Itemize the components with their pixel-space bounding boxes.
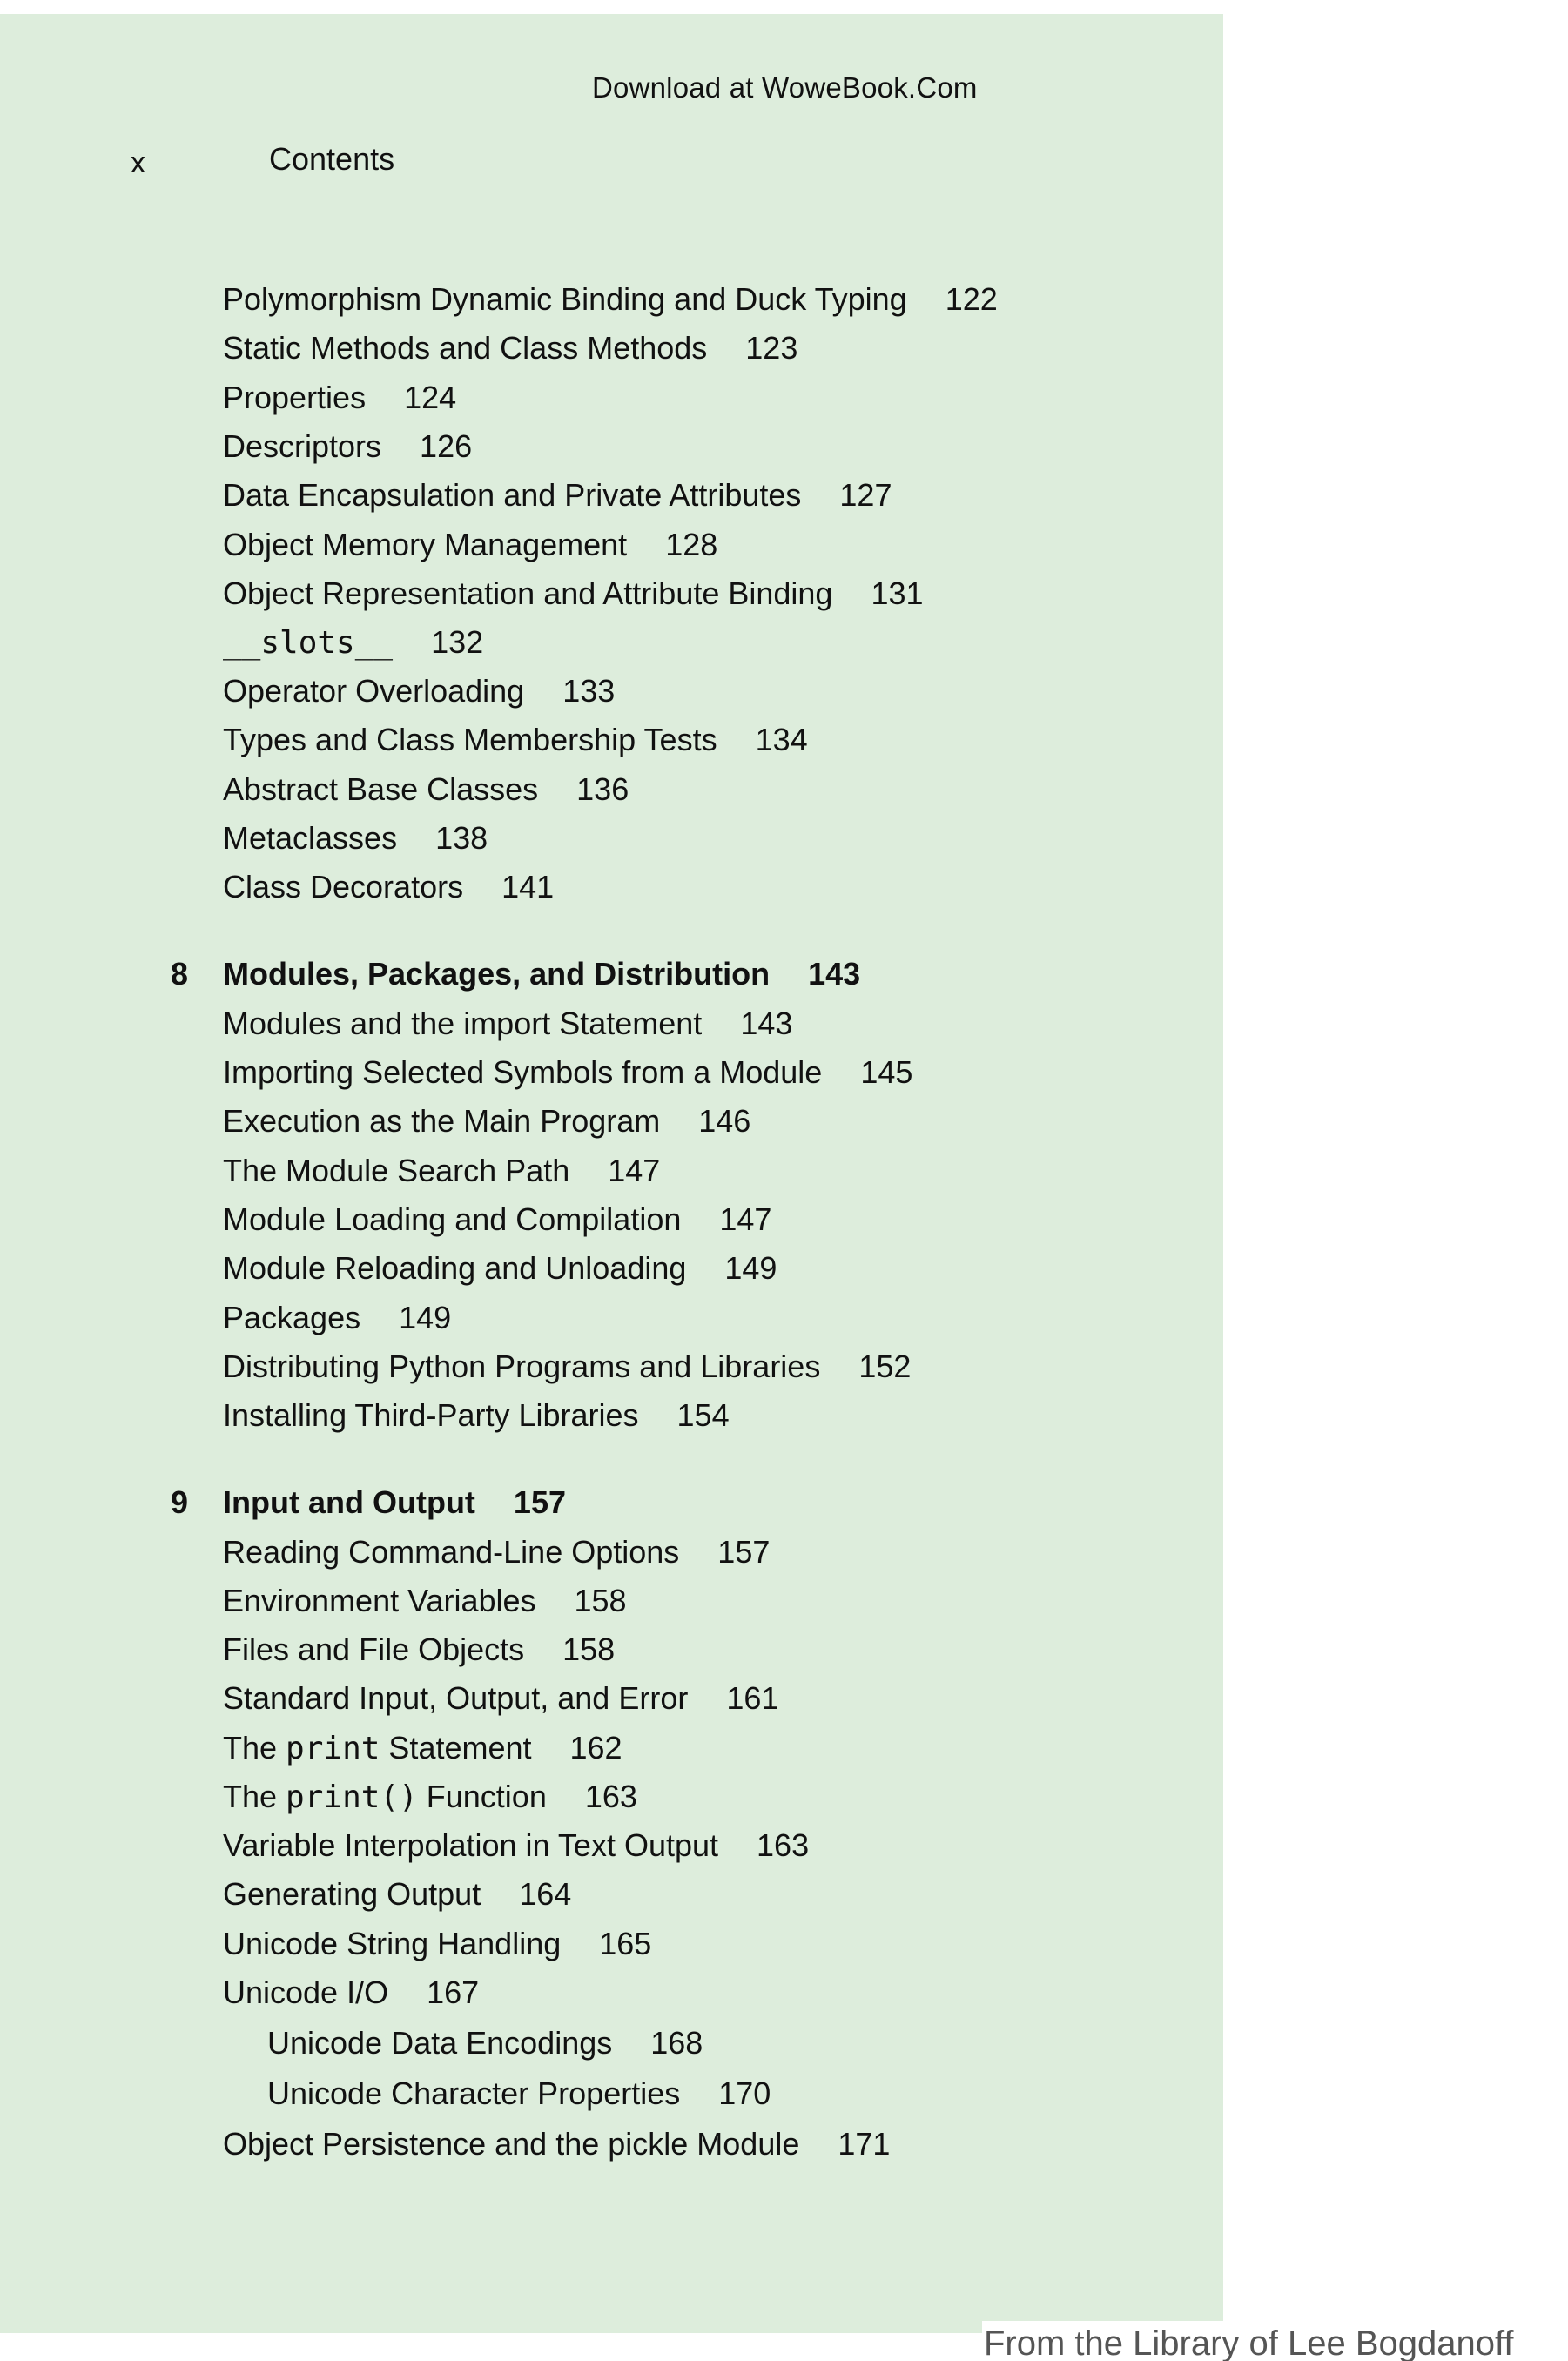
toc-entry-page: 141 <box>501 869 555 905</box>
toc-entry-page: 157 <box>717 1534 771 1570</box>
book-page <box>0 14 1223 2333</box>
chapter-page: 157 <box>513 1484 566 1520</box>
chapter-title: Input and Output <box>223 1484 475 1520</box>
toc-entry-page: 171 <box>838 2126 891 2162</box>
running-head: Contents <box>269 141 395 177</box>
toc-entry-title: Installing Third-Party Libraries <box>223 1397 639 1433</box>
toc-entry <box>223 427 472 466</box>
toc-entry <box>223 1299 451 1337</box>
library-stamp: From the Library of Lee Bogdanoff <box>984 2324 1514 2361</box>
toc-entry-page: 122 <box>945 281 998 317</box>
toc-entry <box>223 1152 660 1190</box>
toc-entry-title: Reading Command-Line Options <box>223 1534 680 1570</box>
toc-entry-title: Unicode I/O <box>223 1974 389 2010</box>
toc-entry-page: 163 <box>757 1827 810 1863</box>
toc-entry-title: Unicode Character Properties <box>267 2075 681 2111</box>
toc-entry <box>223 868 554 906</box>
page-folio: x <box>131 146 145 179</box>
toc-entry-title: Standard Input, Output, and Error <box>223 1680 689 1716</box>
toc-entry <box>223 1875 571 1914</box>
toc-entry-title: Object Persistence and the pickle Module <box>223 2126 800 2162</box>
toc-entry <box>223 280 998 319</box>
chapter-number: 8 <box>171 956 189 992</box>
toc-entry-page: 145 <box>860 1054 913 1090</box>
toc-chapter-9 <box>171 1483 566 1522</box>
toc-entry <box>223 1582 627 1620</box>
toc-entry <box>223 379 456 417</box>
toc-entry-title: Importing Selected Symbols from a Module <box>223 1054 823 1090</box>
toc-entry-title: Environment Variables <box>223 1583 536 1618</box>
toc-entry-page: 127 <box>839 477 892 513</box>
toc-entry-page: 147 <box>719 1201 772 1237</box>
toc-entry-title: Metaclasses <box>223 820 398 856</box>
toc-entry <box>223 1249 777 1288</box>
toc-entry <box>223 1005 792 1043</box>
toc-entry-page: 165 <box>599 1926 652 1961</box>
toc-entry-title: Distributing Python Programs and Libraries <box>223 1349 821 1384</box>
toc-entry <box>223 721 808 759</box>
toc-entry <box>223 329 797 367</box>
toc-entry-title: Object Representation and Attribute Binding <box>223 575 833 611</box>
watermark: Download at WoweBook.Com <box>592 71 978 104</box>
toc-entry-title: The Module Search Path <box>223 1153 570 1188</box>
table-of-contents <box>0 14 1223 2333</box>
toc-entry-page: 147 <box>608 1153 661 1188</box>
toc-entry <box>223 1631 615 1669</box>
toc-entry-title: Execution as the Main Program <box>223 1103 661 1139</box>
toc-entry-title: Unicode String Handling <box>223 1926 562 1961</box>
chapter-number: 9 <box>171 1484 189 1520</box>
toc-entry-page: 158 <box>562 1631 616 1667</box>
toc-entry-page: 149 <box>399 1300 452 1335</box>
toc-entry-title: Static Methods and Class Methods <box>223 330 708 366</box>
toc-entry-page: 161 <box>726 1680 779 1716</box>
toc-entry-page: 128 <box>665 527 718 562</box>
toc-entry-title: Types and Class Membership Tests <box>223 722 717 757</box>
toc-entry-title: Polymorphism Dynamic Binding and Duck Typing <box>223 281 907 317</box>
toc-entry <box>223 1053 912 1092</box>
toc-entry-page: 158 <box>574 1583 627 1618</box>
toc-entry-page: 146 <box>698 1103 751 1139</box>
toc-entry-title-code: print() <box>286 1779 418 1815</box>
toc-entry-title: Abstract Base Classes <box>223 771 539 807</box>
toc-entry <box>223 819 488 858</box>
toc-subentry <box>267 2075 771 2113</box>
toc-entry-page: 149 <box>724 1250 777 1286</box>
toc-entry-title: Packages <box>223 1300 361 1335</box>
toc-entry-page: 123 <box>745 330 798 366</box>
toc-entry <box>223 1396 730 1435</box>
toc-entry <box>223 1826 809 1865</box>
toc-entry-title: Operator Overloading <box>223 673 525 709</box>
toc-entry <box>223 1102 750 1140</box>
toc-entry <box>223 1778 637 1817</box>
toc-entry-page: 126 <box>420 428 473 464</box>
toc-entry <box>223 1533 770 1571</box>
toc-entry <box>223 672 615 710</box>
toc-entry <box>223 770 629 809</box>
toc-entry-title: Descriptors <box>223 428 382 464</box>
toc-entry-page: 154 <box>676 1397 730 1433</box>
toc-entry-title: Data Encapsulation and Private Attributes <box>223 477 802 513</box>
toc-entry-title: Modules and the import Statement <box>223 1006 703 1041</box>
toc-entry-page: 131 <box>871 575 924 611</box>
toc-entry-page: 168 <box>650 2025 703 2061</box>
toc-entry-page: 162 <box>569 1730 622 1766</box>
toc-entry-page: 163 <box>584 1779 637 1814</box>
toc-entry-title-post: Statement <box>380 1730 532 1766</box>
toc-entry <box>223 1729 622 1768</box>
toc-entry-page: 167 <box>427 1974 480 2010</box>
toc-entry <box>223 1925 651 1963</box>
toc-entry <box>223 476 892 515</box>
chapter-page: 143 <box>808 956 861 992</box>
toc-entry <box>223 1679 778 1718</box>
toc-entry-title-post: Function <box>417 1779 547 1814</box>
toc-entry-title: Module Loading and Compilation <box>223 1201 682 1237</box>
toc-entry-title: __slots__ <box>223 625 394 661</box>
toc-entry-page: 138 <box>435 820 488 856</box>
toc-entry <box>223 1201 771 1239</box>
toc-entry-page: 143 <box>740 1006 793 1041</box>
toc-entry-title: Object Memory Management <box>223 527 628 562</box>
toc-entry <box>223 575 924 613</box>
toc-entry <box>223 1974 479 2012</box>
toc-entry <box>223 623 483 663</box>
footer-fragment <box>982 2321 1565 2361</box>
toc-entry-page: 133 <box>562 673 616 709</box>
toc-entry-title: Files and File Objects <box>223 1631 525 1667</box>
toc-entry <box>223 526 717 564</box>
toc-entry-title: Variable Interpolation in Text Output <box>223 1827 719 1863</box>
toc-entry <box>223 1348 911 1386</box>
toc-entry-page: 170 <box>718 2075 771 2111</box>
toc-entry-title: Unicode Data Encodings <box>267 2025 613 2061</box>
toc-entry-title: Generating Output <box>223 1876 481 1912</box>
toc-subentry <box>267 2024 703 2062</box>
toc-entry-page: 132 <box>431 624 484 660</box>
toc-entry-page: 136 <box>576 771 629 807</box>
toc-chapter-8 <box>171 955 861 993</box>
toc-entry-title: Class Decorators <box>223 869 464 905</box>
toc-entry-title: Module Reloading and Unloading <box>223 1250 687 1286</box>
toc-entry-page: 152 <box>858 1349 912 1384</box>
chapter-title: Modules, Packages, and Distribution <box>223 956 771 992</box>
toc-entry-title: Properties <box>223 380 367 415</box>
toc-entry-title-code: print <box>286 1731 380 1766</box>
toc-entry-page: 134 <box>755 722 808 757</box>
toc-entry-title-pre: The <box>223 1779 286 1814</box>
toc-entry <box>223 2125 890 2163</box>
toc-entry-title-pre: The <box>223 1730 286 1766</box>
toc-entry-page: 124 <box>404 380 457 415</box>
toc-entry-page: 164 <box>519 1876 572 1912</box>
